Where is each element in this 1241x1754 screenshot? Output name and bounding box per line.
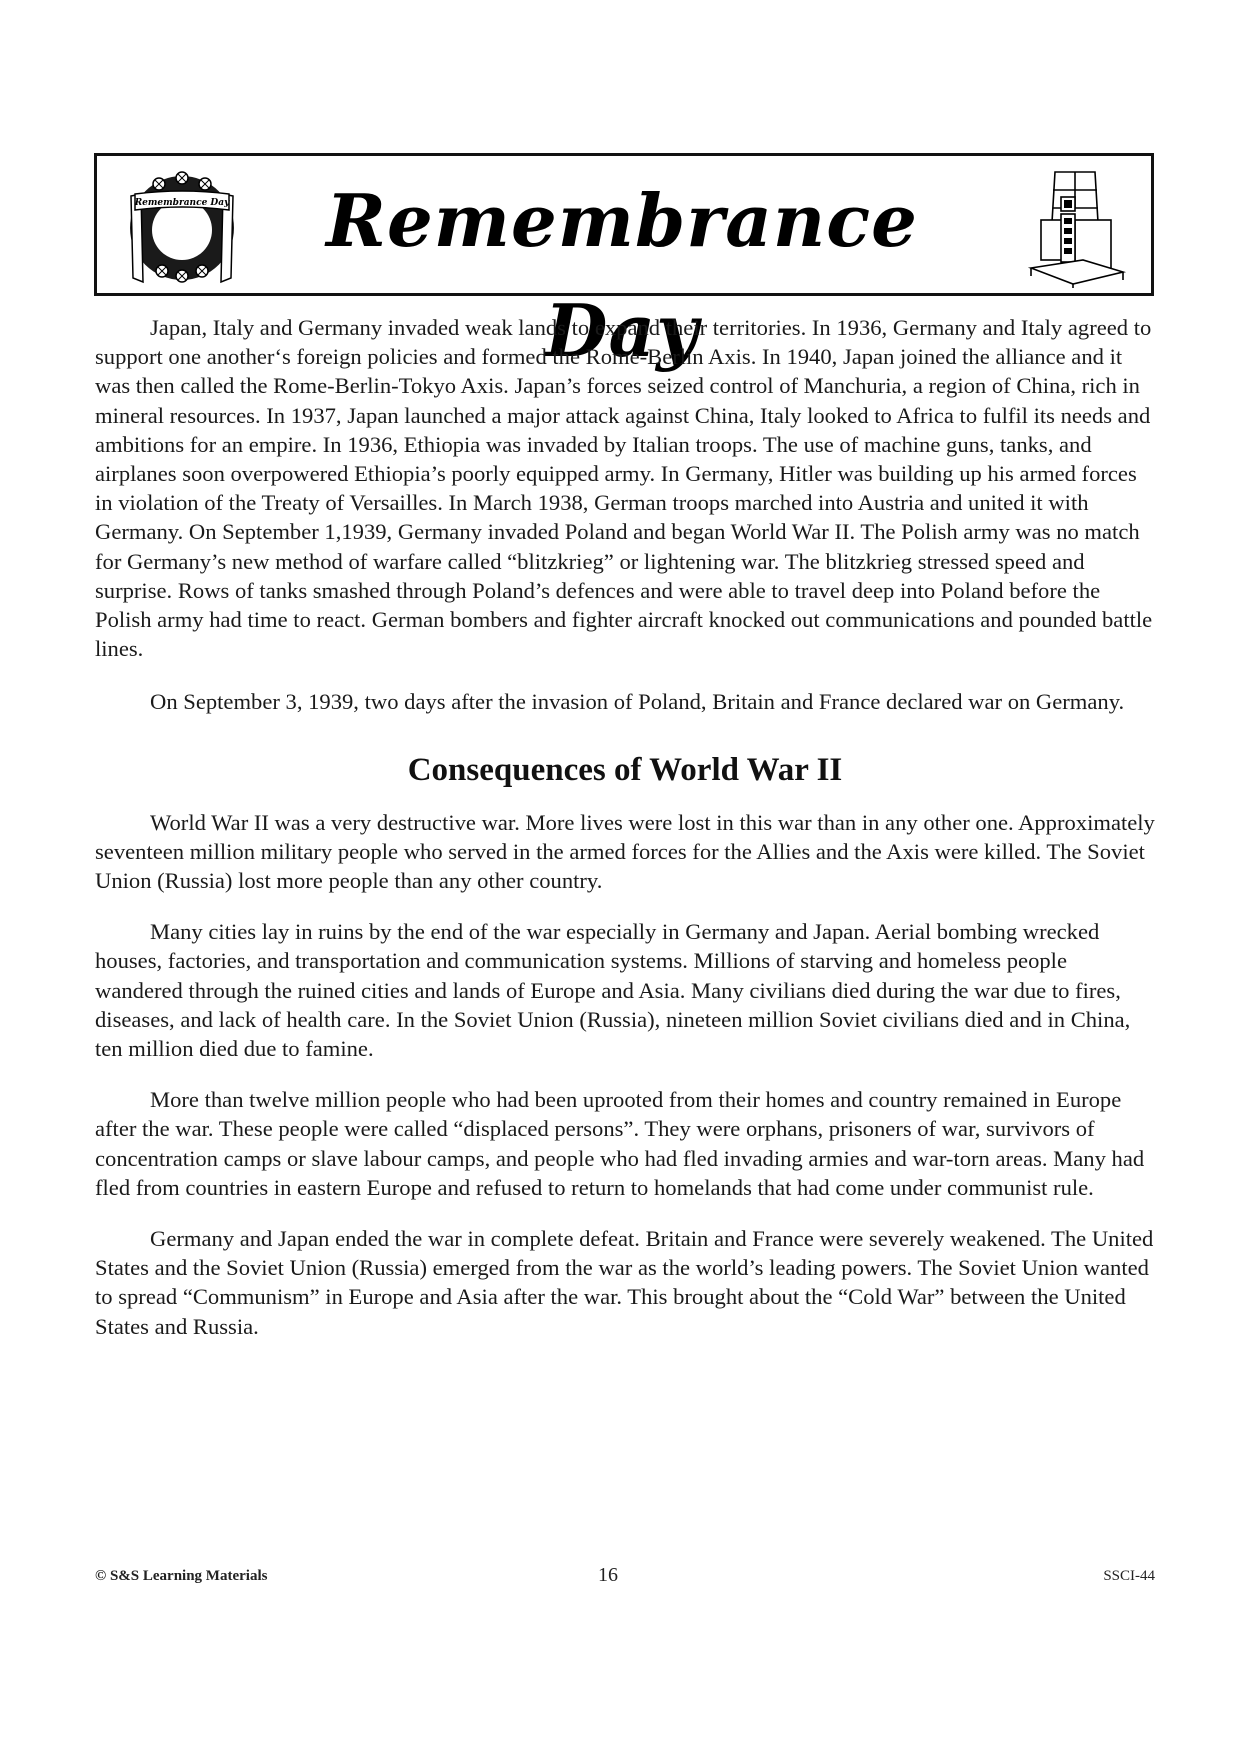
document-code: SSCI-44 bbox=[1103, 1568, 1155, 1584]
paragraph: Many cities lay in ruins by the end of the war especially in Germany and Japan. Aerial bombing wrecked houses, factories, and transportation and communication systems. Millions of starving and homeless people wandered through the ruined cities and lands of Europe and Asia. Many civilians died during the war due to fires, diseases, and lack of health care. In the Soviet Union (Russia), nineteen million Soviet civilians died and in China, ten million died due to famine. bbox=[95, 919, 1131, 1062]
section-heading: Consequences of World War II bbox=[407, 751, 843, 788]
paragraph: Japan, Italy and Germany invaded weak lands to expand their territories. In 1936, Germany and Italy agreed to support one another‘s foreign policies and formed the Rome-Berlin Axis. In 1940, Japan joined the alliance and it was then called the Rome-Berlin-Tokyo Axis. Japan’s forces seized control of Manchuria, a region of China, rich in mineral resources. In 1937, Japan launched a major attack against China, Italy looked to Africa to fulfil its needs and ambitions for an empire. In 1936, Ethiopia was invaded by Italian troops. The use of machine guns, tanks, and airplanes soon overpowered Ethiopia’s poorly equipped army. In Germany, Hitler was building up his armed forces in violation of the Treaty of Versailles. In March 1938, German troops marched into Austria and united it with Germany. On September 1,1939, Germany invaded Poland and began World War II. The Polish army was no match for Germany’s new method of warfare called “blitzkrieg” or lightening war. The blitzkrieg stressed speed and surprise. Rows of tanks smashed through Poland’s defences and were able to travel deep into Poland before the Polish army had time to react. German bombers and fighter aircraft knocked out communications and pounded battle lines. bbox=[95, 315, 1153, 662]
page-title: Remembrance Day bbox=[326, 178, 918, 373]
svg-text:Remembrance Day: Remembrance Day bbox=[134, 198, 230, 208]
paragraph: World War II was a very destructive war. More lives were lost in this war than in any other one. Approximately seventeen million military people who served in the armed forces for the Allies and the Axis were killed. The Soviet Union (Russia) lost more people than any other country. bbox=[95, 809, 1155, 894]
title-banner bbox=[94, 153, 1154, 373]
paragraph: More than twelve million people who had been uprooted from their homes and country remained in Europe after the war. These people were called “displaced persons”. They were orphans, prisoners of war, survivors of concentration camps or slave labour camps, and people who had fled invading armies and war-torn areas. Many had fled from countries in eastern Europe and refused to return to homelands that had come under communist rule. bbox=[95, 1087, 1145, 1200]
paragraph: Germany and Japan ended the war in complete defeat. Britain and France were severely weakened. The United States and the Soviet Union (Russia) emerged from the war as the world’s leading powers. The Soviet Union wanted to spread “Communism” in Europe and Asia after the war. This brought about the “Cold War” between the United States and Russia. bbox=[95, 1226, 1154, 1339]
wreath-icon bbox=[117, 164, 247, 289]
memorial-cenotaph-icon bbox=[1023, 164, 1133, 289]
paragraph: On September 3, 1939, two days after the invasion of Poland, Britain and France declared war on Germany. bbox=[150, 689, 1125, 715]
page-number: 16 bbox=[598, 1564, 618, 1586]
copyright-text: © S&S Learning Materials bbox=[95, 1568, 268, 1584]
page-footer bbox=[95, 1564, 1155, 1592]
document-body bbox=[95, 313, 1155, 1341]
